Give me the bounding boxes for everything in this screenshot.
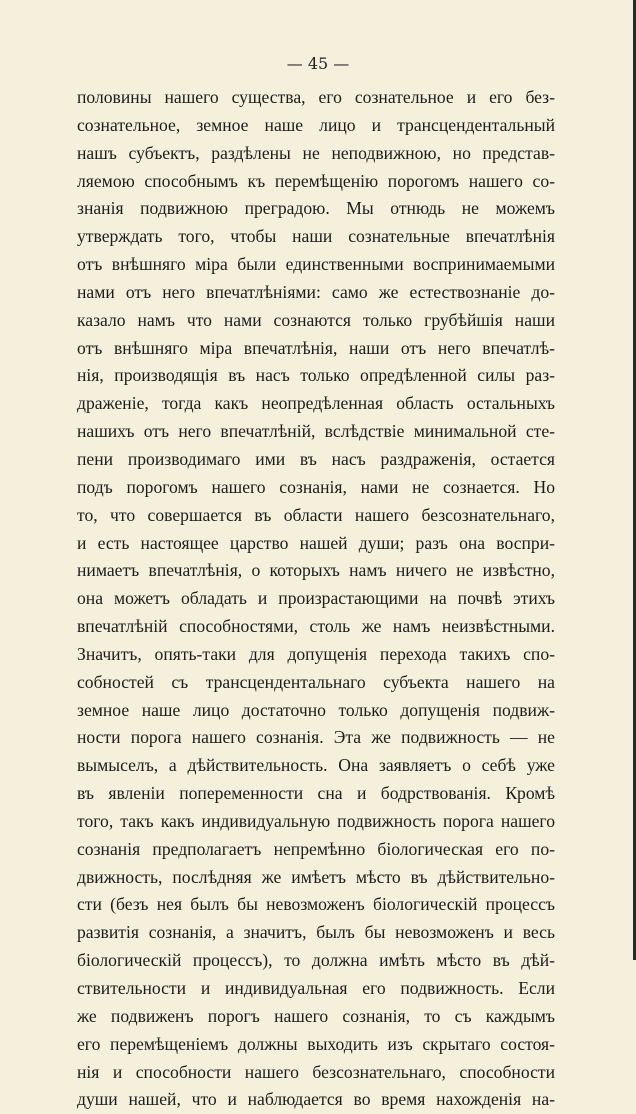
text-line: и есть настоящее царство нашей души; разъ она воспри- — [77, 532, 555, 553]
text-line: біологическій процессъ), то должна имѣть мѣсто въ дѣй- — [77, 950, 555, 971]
text-line: собностей съ трансцендентальнаго субъекта нашего на — [77, 671, 555, 692]
text-line: души нашей, что и наблюдается во время нахожденія на- — [77, 1089, 555, 1110]
text-line: Значитъ, опять-таки для допущенія перехода такихъ спо- — [77, 643, 555, 664]
text-line: то, что совершается въ области нашего безсознательнаго, — [77, 504, 555, 525]
text-line: сознанія предполагаетъ непремѣнно біологическая его по- — [77, 838, 555, 859]
text-line: въ явленіи попеременности сна и бодрствованія. Кромѣ — [77, 783, 555, 804]
page-number: — 45 — — [286, 54, 350, 73]
text-line: отъ внѣшняго міра были единственными воспринимаемыми — [77, 254, 555, 275]
text-line: того, такъ какъ индивидуальную подвижность порога нашего — [77, 810, 555, 831]
text-line: вымыселъ, а дѣйствительность. Она заявляетъ о себѣ уже — [77, 755, 555, 776]
text-line: движность, послѣдняя же имѣетъ мѣсто въ дѣйствительно- — [77, 866, 555, 887]
text-line: же подвиженъ порогъ нашего сознанія, то съ каждымъ — [77, 1005, 555, 1026]
text-line: половины нашего существа, его сознательное и его без- — [77, 87, 555, 107]
text-line: земное наше лицо достаточно только допущенія подвиж- — [77, 699, 555, 720]
text-line: подъ порогомъ нашего сознанія, нами не сознается. Но — [77, 476, 555, 497]
text-line: знанія подвижною преградою. Мы отнюдь не можемъ — [77, 198, 555, 219]
text-line: сти (безъ нея былъ бы невозможенъ біологическій процессъ — [77, 894, 555, 915]
text-line: его перемѣщеніемъ должны выходить изъ скрытаго состоя- — [77, 1033, 555, 1054]
text-line: ности порога нашего сознанія. Эта же подвижность — не — [77, 727, 555, 748]
text-line: казало намъ что нами сознаются только грубѣйшія наши — [77, 309, 555, 330]
text-line: нимаетъ впечатлѣнія, о которыхъ намъ ничего не извѣстно, — [77, 560, 555, 581]
text-line: утверждать того, чтобы наши сознательные впечатлѣнія — [77, 226, 555, 247]
text-line: ляемою способнымъ къ перемѣщенію порогомъ нашего со- — [77, 170, 555, 191]
text-line: она можетъ обладать и произрастающими на почвѣ этихъ — [77, 588, 555, 609]
text-line: нами отъ него впечатлѣніями: само же естествознаніе до- — [77, 281, 555, 302]
text-line: ствительности и индивидуальная его подвижность. Если — [77, 978, 555, 998]
text-line: нашъ субъектъ, раздѣлены не неподвижною, но представ- — [77, 142, 555, 163]
text-line: нія, производящія въ насъ только опредѣленной силы раз- — [77, 365, 555, 386]
text-line: отъ внѣшняго міра впечатлѣнія, наши отъ него впечатлѣ- — [77, 337, 555, 358]
text-line: пени производимаго ими въ насъ раздраженія, остается — [77, 448, 555, 469]
text-line: драженіе, тогда какъ неопредѣленная область остальныхъ — [77, 393, 555, 414]
text-line: сознательное, земное наше лицо и трансцендентальный — [77, 114, 555, 135]
text-line: нія и способности нашего безсознательнаго, способности — [77, 1061, 555, 1082]
text-line: нашихъ отъ него впечатлѣній, вслѣдствіе минимальной сте- — [77, 421, 555, 442]
text-line: впечатлѣній способностями, столь же намъ неизвѣстными. — [77, 616, 555, 637]
text-line: развитія сознанія, а значитъ, былъ бы невозможенъ и весь — [77, 922, 555, 943]
